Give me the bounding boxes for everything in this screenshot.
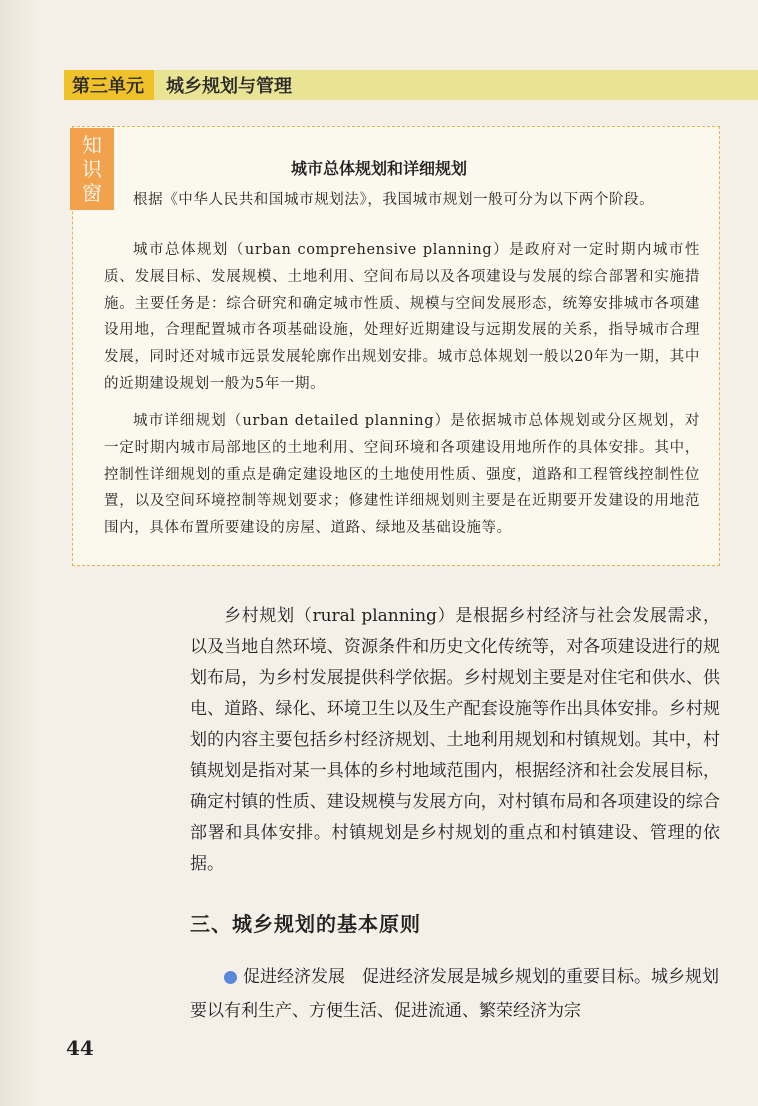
principle-name: 促进经济发展	[243, 967, 345, 987]
knowledge-paragraph-comprehensive: 城市总体规划（urban comprehensive planning）是政府对一定时期内城市性质、发展目标、发展规模、土地利用、空间布局以及各项建设与发展的综合部署和实施措施。主要任务是：综合研究和确定城市性质、规模与空间发展形态，统筹安排城市各项建设用地，合理配置城市各项基础设施，处理好近期建设与远期发展的关系，指导城市合理发展，同时还对城市远景发展轮廓作出规划安排。城市总体规划一般以20年为一期，其中的近期建设规划一般为5年一期。	[104, 242, 700, 392]
principle-text: 促进经济发展是城乡规划的重要目标。城乡规划要以有利生产、方便生活、促进流通、繁荣经济为宗	[190, 967, 719, 1021]
section-heading: 三、城乡规划的基本原则	[190, 912, 421, 936]
rural-planning-paragraph: 乡村规划（rural planning）是根据乡村经济与社会发展需求，以及当地自然环境、资源条件和历史文化传统等，对各项建设进行的规划布局，为乡村发展提供科学依据。乡村规划主要是对住宅和供水、供电、道路、绿化、环境卫生以及生产配套设施等作出具体安排。乡村规划的内容主要包括乡村经济规划、土地利用规划和村镇规划。其中，村镇规划是指对某一具体的乡村地域范围内，根据经济和社会发展目标，确定村镇的性质、建设规模与发展方向，对村镇布局和各项建设的综合部署和具体安排。村镇规划是乡村规划的重点和村镇建设、管理的依据。	[190, 606, 720, 874]
knowledge-window-title: 城市总体规划和详细规划	[290, 159, 467, 178]
bullet-icon	[224, 971, 237, 984]
page-number: 44	[66, 1036, 94, 1060]
principle-paragraph	[190, 960, 720, 1028]
unit-tag: 第三单元	[64, 70, 154, 100]
badge-char: 知	[82, 133, 102, 157]
knowledge-paragraph-intro: 根据《中华人民共和国城市规划法》，我国城市规划一般可分为以下两个阶段。	[133, 192, 655, 208]
unit-title: 城乡规划与管理	[166, 76, 292, 97]
knowledge-paragraph-detailed: 城市详细规划（urban detailed planning）是依据城市总体规划或分区规划，对一定时期内城市局部地区的土地利用、空间环境和各项建设用地所作的具体安排。其中，控制性详细规划的重点是确定建设地区的土地使用性质、强度，道路和工程管线控制性位置，以及空间环境控制等规划要求；修建性详细规划则主要是在近期要开发建设的用地范围内，具体布置所要建设的房屋、道路、绿地及基础设施等。	[104, 413, 700, 537]
badge-char: 识	[82, 157, 102, 181]
unit-header	[64, 70, 758, 100]
badge-char: 窗	[82, 181, 102, 205]
